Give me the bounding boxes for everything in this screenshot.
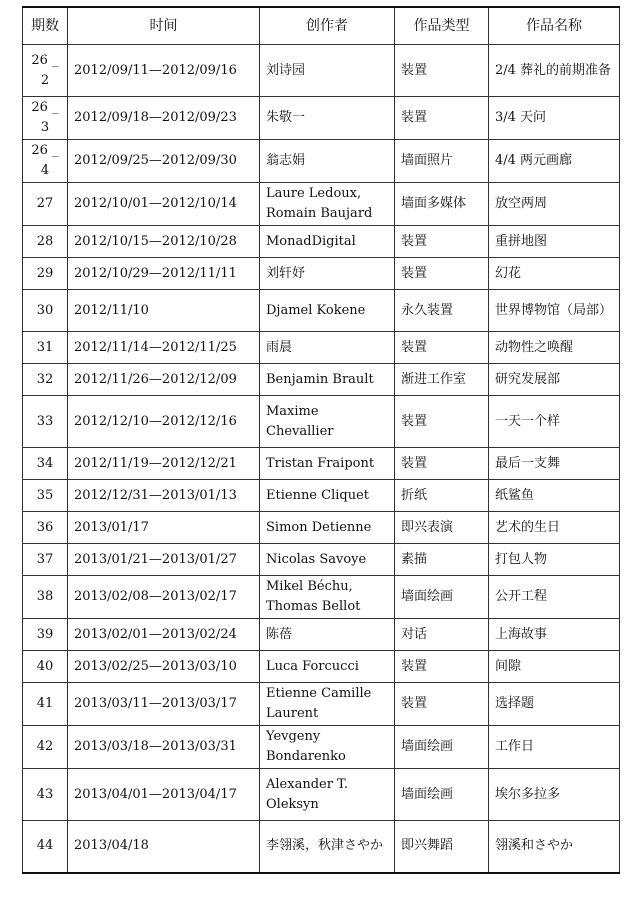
cell-creator: Djamel Kokene	[260, 290, 395, 332]
header-title: 作品名称	[489, 7, 620, 45]
cell-issue: 36	[23, 512, 68, 544]
table-row	[23, 544, 620, 576]
header-time: 时间	[68, 7, 260, 45]
table-row	[23, 332, 620, 364]
cell-issue: 42	[23, 726, 68, 769]
cell-issue: 26 _ 2	[23, 45, 68, 97]
cell-type: 装置	[395, 683, 489, 726]
cell-time: 2012/12/10—2012/12/16	[68, 396, 260, 448]
table-row	[23, 480, 620, 512]
table-header-row	[23, 7, 620, 45]
cell-issue: 41	[23, 683, 68, 726]
cell-title: 研究发展部	[489, 364, 620, 396]
cell-time: 2012/10/29—2012/11/11	[68, 258, 260, 290]
table-row	[23, 45, 620, 97]
cell-issue: 31	[23, 332, 68, 364]
cell-title: 艺术的生日	[489, 512, 620, 544]
cell-issue: 37	[23, 544, 68, 576]
cell-title: 上海故事	[489, 619, 620, 651]
cell-title: 动物性之唤醒	[489, 332, 620, 364]
cell-type: 装置	[395, 97, 489, 140]
cell-time: 2012/11/10	[68, 290, 260, 332]
cell-title: 幻花	[489, 258, 620, 290]
cell-time: 2012/11/14—2012/11/25	[68, 332, 260, 364]
cell-type: 装置	[395, 332, 489, 364]
cell-time: 2012/09/18—2012/09/23	[68, 97, 260, 140]
cell-creator: Etienne Cliquet	[260, 480, 395, 512]
cell-issue: 43	[23, 769, 68, 821]
cell-creator: Simon Detienne	[260, 512, 395, 544]
cell-type: 装置	[395, 396, 489, 448]
cell-title: 一天一个样	[489, 396, 620, 448]
table-row	[23, 448, 620, 480]
cell-time: 2012/11/19—2012/12/21	[68, 448, 260, 480]
cell-creator: 刘轩妤	[260, 258, 395, 290]
cell-title: 4/4 两元画廊	[489, 140, 620, 183]
table-row	[23, 576, 620, 619]
table-row	[23, 512, 620, 544]
cell-title: 公开工程	[489, 576, 620, 619]
table-row	[23, 290, 620, 332]
cell-type: 墙面照片	[395, 140, 489, 183]
cell-issue: 40	[23, 651, 68, 683]
cell-creator: Yevgeny Bondarenko	[260, 726, 395, 769]
cell-type: 装置	[395, 258, 489, 290]
cell-creator: MonadDigital	[260, 226, 395, 258]
cell-time: 2013/02/01—2013/02/24	[68, 619, 260, 651]
cell-title: 最后一支舞	[489, 448, 620, 480]
cell-creator: 李翎溪，秋津さやか	[260, 821, 395, 873]
cell-issue: 30	[23, 290, 68, 332]
cell-creator: Etienne Camille Laurent	[260, 683, 395, 726]
cell-title: 间隙	[489, 651, 620, 683]
cell-issue: 33	[23, 396, 68, 448]
table-row	[23, 683, 620, 726]
cell-issue: 27	[23, 183, 68, 226]
cell-type: 墙面绘画	[395, 769, 489, 821]
cell-issue: 28	[23, 226, 68, 258]
cell-issue: 26 _ 3	[23, 97, 68, 140]
cell-time: 2012/09/25—2012/09/30	[68, 140, 260, 183]
cell-time: 2013/03/18—2013/03/31	[68, 726, 260, 769]
cell-title: 纸鲨鱼	[489, 480, 620, 512]
table-row	[23, 726, 620, 769]
cell-type: 墙面绘画	[395, 576, 489, 619]
cell-issue: 34	[23, 448, 68, 480]
cell-type: 即兴舞蹈	[395, 821, 489, 873]
table-row	[23, 97, 620, 140]
cell-creator: 刘诗园	[260, 45, 395, 97]
cell-time: 2012/12/31—2013/01/13	[68, 480, 260, 512]
cell-time: 2012/09/11—2012/09/16	[68, 45, 260, 97]
cell-issue: 29	[23, 258, 68, 290]
cell-creator: 翁志娟	[260, 140, 395, 183]
cell-title: 埃尔多拉多	[489, 769, 620, 821]
cell-time: 2012/11/26—2012/12/09	[68, 364, 260, 396]
cell-creator: Nicolas Savoye	[260, 544, 395, 576]
cell-creator: Benjamin Brault	[260, 364, 395, 396]
table-row	[23, 619, 620, 651]
cell-type: 装置	[395, 226, 489, 258]
table-row	[23, 821, 620, 873]
cell-time: 2012/10/01—2012/10/14	[68, 183, 260, 226]
header-issue: 期数	[23, 7, 68, 45]
cell-creator: Luca Forcucci	[260, 651, 395, 683]
exhibition-table	[22, 6, 620, 874]
cell-type: 墙面绘画	[395, 726, 489, 769]
cell-title: 世界博物馆（局部）	[489, 290, 620, 332]
cell-type: 渐进工作室	[395, 364, 489, 396]
header-type: 作品类型	[395, 7, 489, 45]
cell-creator: Tristan Fraipont	[260, 448, 395, 480]
table-row	[23, 396, 620, 448]
cell-type: 即兴表演	[395, 512, 489, 544]
table-row	[23, 140, 620, 183]
cell-time: 2013/01/21—2013/01/27	[68, 544, 260, 576]
cell-creator: Maxime Chevallier	[260, 396, 395, 448]
cell-type: 对话	[395, 619, 489, 651]
cell-issue: 26 _ 4	[23, 140, 68, 183]
table-row	[23, 226, 620, 258]
cell-issue: 39	[23, 619, 68, 651]
cell-time: 2013/04/01—2013/04/17	[68, 769, 260, 821]
cell-creator: Mikel Béchu, Thomas Bellot	[260, 576, 395, 619]
cell-type: 永久装置	[395, 290, 489, 332]
cell-creator: 朱敬一	[260, 97, 395, 140]
cell-type: 装置	[395, 45, 489, 97]
cell-title: 选择题	[489, 683, 620, 726]
table-row	[23, 769, 620, 821]
cell-title: 放空两周	[489, 183, 620, 226]
cell-creator: 雨晨	[260, 332, 395, 364]
cell-type: 素描	[395, 544, 489, 576]
cell-creator: Laure Ledoux, Romain Baujard	[260, 183, 395, 226]
cell-title: 打包人物	[489, 544, 620, 576]
cell-title: 工作日	[489, 726, 620, 769]
table-row	[23, 651, 620, 683]
cell-type: 墙面多媒体	[395, 183, 489, 226]
cell-time: 2012/10/15—2012/10/28	[68, 226, 260, 258]
cell-time: 2013/02/08—2013/02/17	[68, 576, 260, 619]
cell-title: 3/4 天问	[489, 97, 620, 140]
cell-type: 装置	[395, 448, 489, 480]
table-row	[23, 364, 620, 396]
cell-time: 2013/04/18	[68, 821, 260, 873]
cell-creator: Alexander T. Oleksyn	[260, 769, 395, 821]
cell-issue: 32	[23, 364, 68, 396]
cell-time: 2013/02/25—2013/03/10	[68, 651, 260, 683]
cell-creator: 陈蓓	[260, 619, 395, 651]
cell-issue: 44	[23, 821, 68, 873]
cell-type: 装置	[395, 651, 489, 683]
cell-time: 2013/01/17	[68, 512, 260, 544]
cell-title: 翎溪和さやか	[489, 821, 620, 873]
cell-issue: 38	[23, 576, 68, 619]
table-body	[23, 45, 620, 873]
cell-time: 2013/03/11—2013/03/17	[68, 683, 260, 726]
cell-title: 2/4 葬礼的前期准备	[489, 45, 620, 97]
table-row	[23, 258, 620, 290]
cell-type: 折纸	[395, 480, 489, 512]
cell-title: 重拼地图	[489, 226, 620, 258]
cell-issue: 35	[23, 480, 68, 512]
table-row	[23, 183, 620, 226]
header-creator: 创作者	[260, 7, 395, 45]
